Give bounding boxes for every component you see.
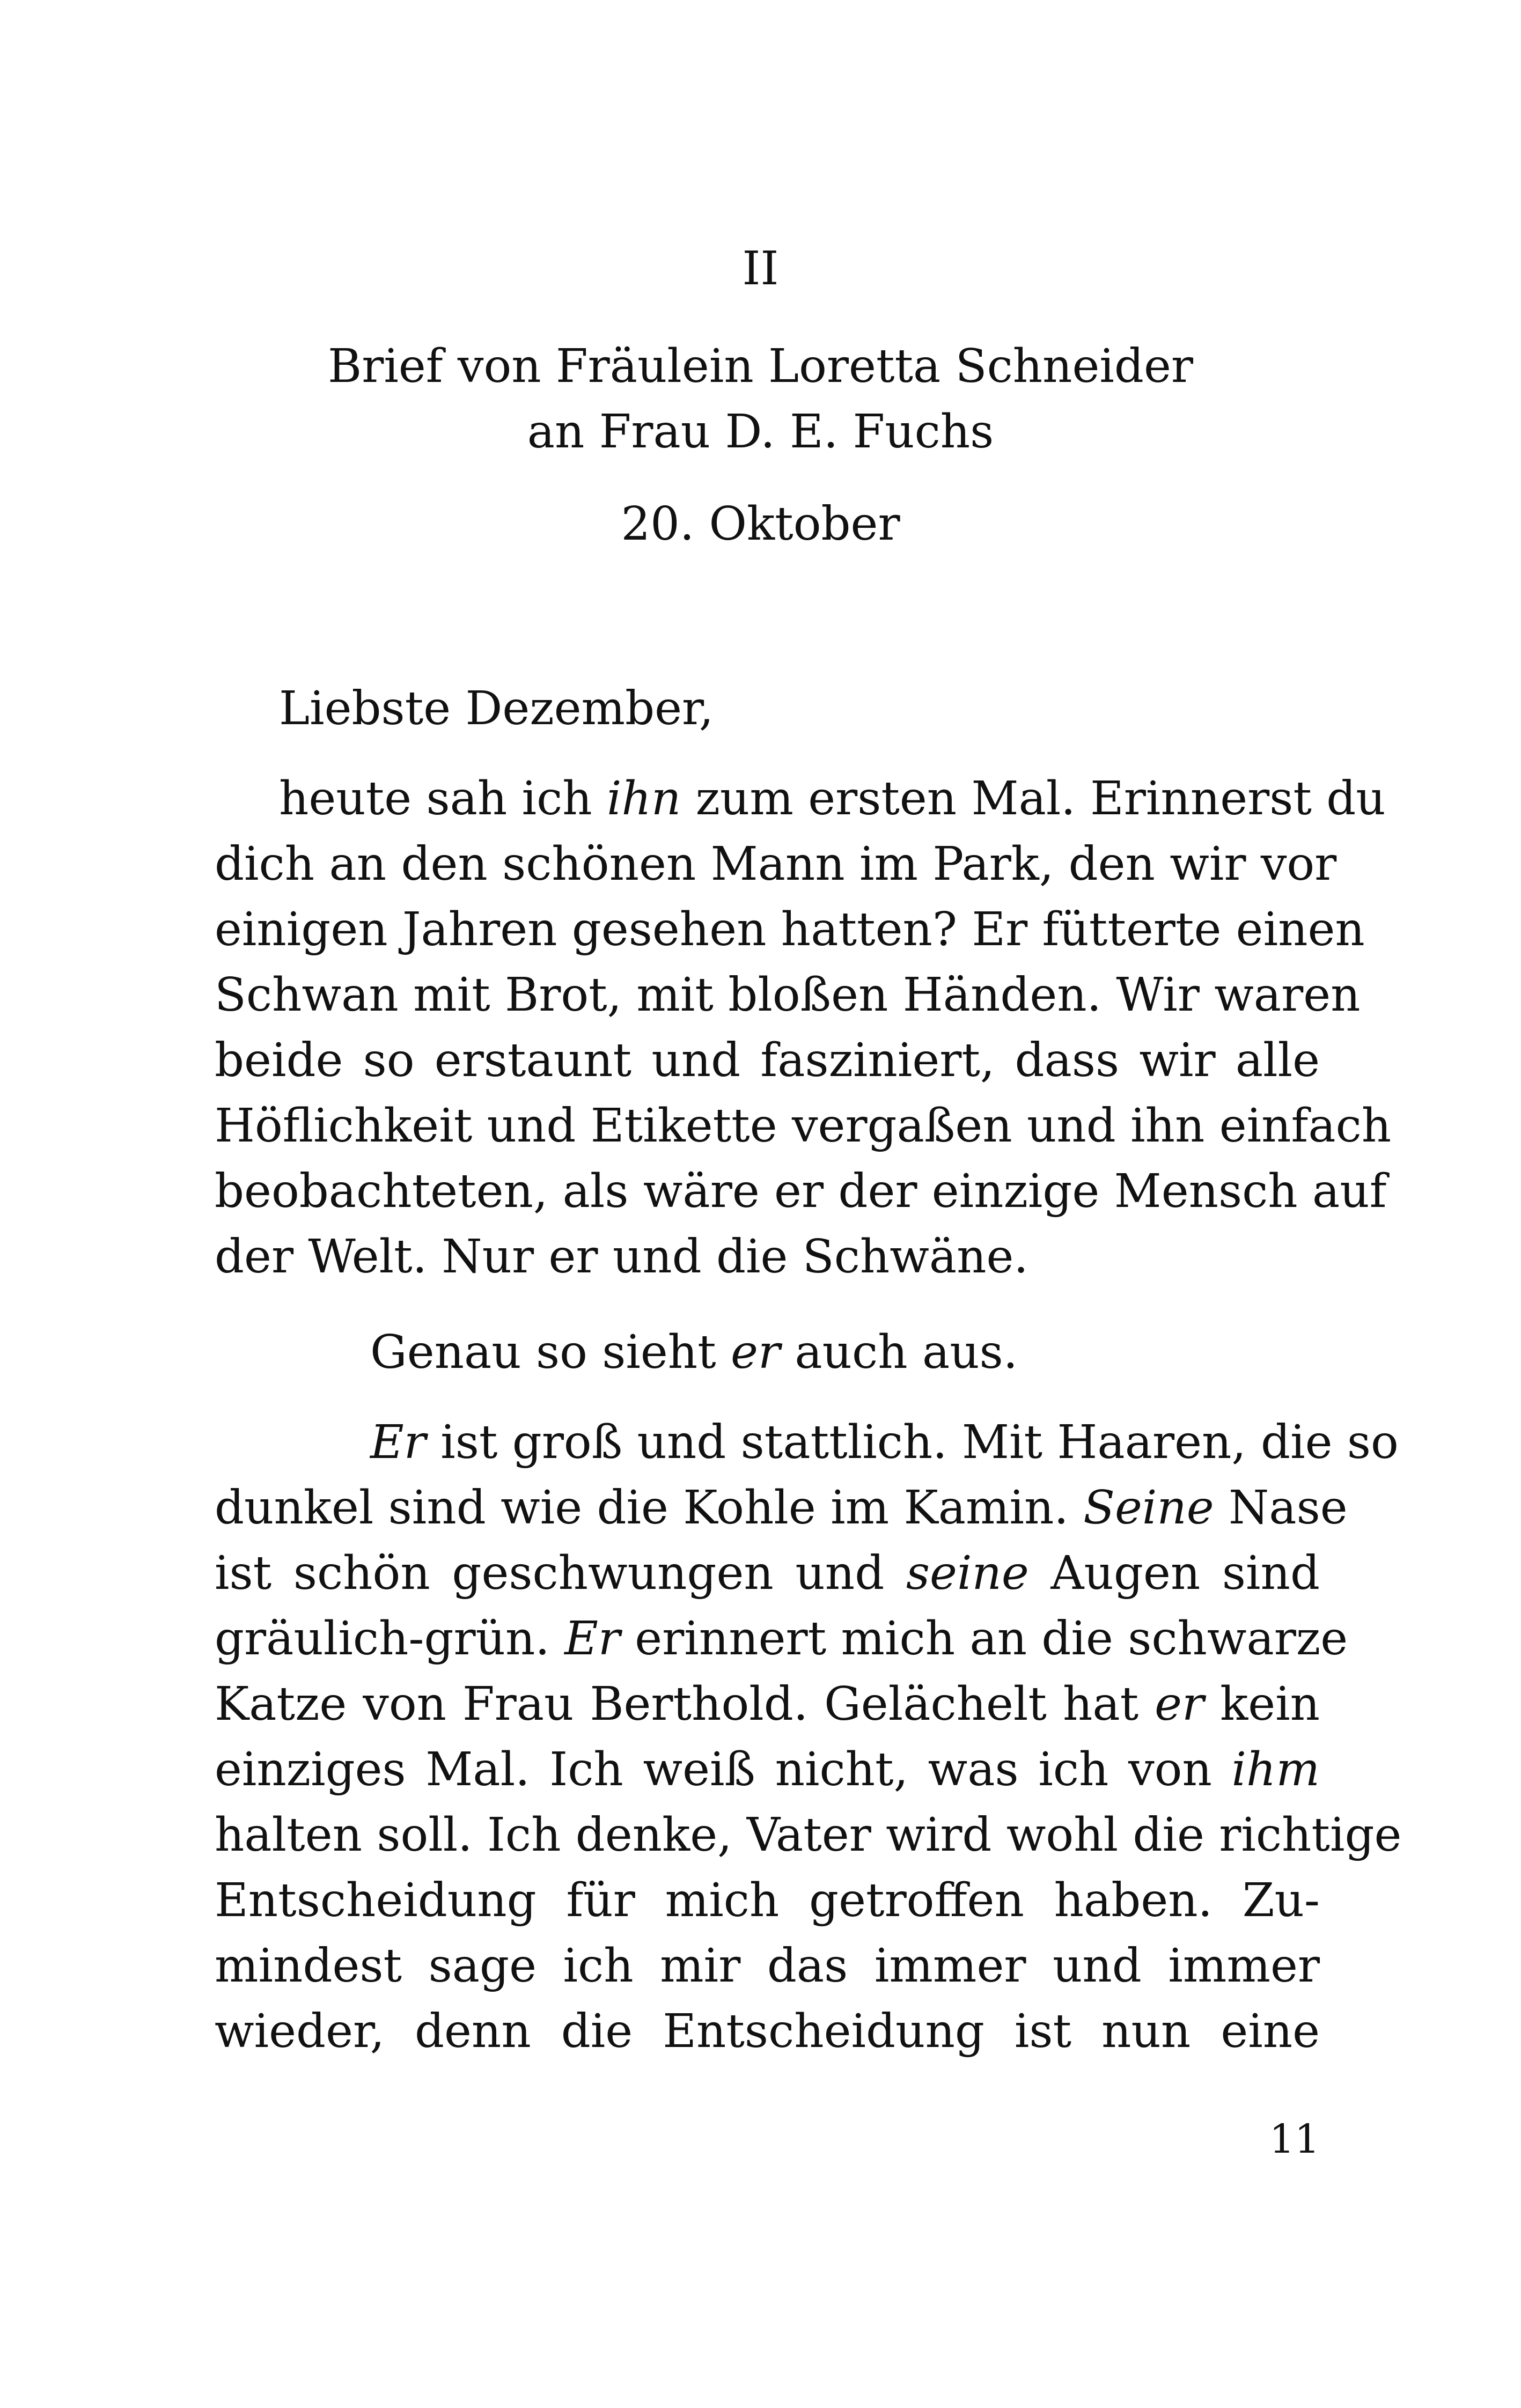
paragraph-line: beobachteten, als wäre er der einzige Mensch auf bbox=[215, 1165, 1387, 1218]
emphasis-text: ihn bbox=[607, 772, 681, 826]
text-run: einziges Mal. Ich weiß nicht, was ich von bbox=[215, 1743, 1232, 1796]
paragraph-line: einigen Jahren gesehen hatten? Er fütterte einen bbox=[215, 903, 1365, 956]
letter-title bbox=[0, 334, 1521, 465]
page-number: 11 bbox=[1269, 2116, 1320, 2162]
chapter-number: II bbox=[742, 242, 779, 296]
paragraph-line bbox=[215, 1606, 1348, 1671]
salutation: Liebste Dezember, bbox=[279, 682, 714, 735]
paragraph-line: mindest sage ich mir das immer und immer bbox=[215, 1939, 1320, 1993]
text-run: Katze von Frau Berthold. Gelächelt hat bbox=[215, 1677, 1155, 1731]
letter-date: 20. Oktober bbox=[621, 497, 900, 551]
text-run: Genau so sieht bbox=[370, 1325, 731, 1379]
emphasis-text: Seine bbox=[1083, 1481, 1214, 1535]
text-run: heute sah ich bbox=[279, 772, 607, 826]
paragraph-line: dich an den schönen Mann im Park, den wir vor bbox=[215, 837, 1337, 891]
text-run: Augen sind bbox=[1028, 1547, 1320, 1600]
emphasis-text: ihm bbox=[1231, 1743, 1320, 1796]
text-run: gräulich-grün. bbox=[215, 1612, 565, 1666]
emphasis-text: Er bbox=[564, 1612, 620, 1666]
emphasis-text: seine bbox=[906, 1547, 1029, 1600]
paragraph-line: Schwan mit Brot, mit bloßen Händen. Wir waren bbox=[215, 968, 1361, 1022]
text-run: dunkel sind wie die Kohle im Kamin. bbox=[215, 1481, 1084, 1535]
paragraph-line: Höflichkeit und Etikette vergaßen und ihn einfach bbox=[215, 1099, 1392, 1153]
paragraph-line bbox=[215, 1475, 1348, 1541]
text-run: ist schön geschwungen und bbox=[215, 1547, 906, 1600]
emphasis-text: er bbox=[1155, 1677, 1204, 1731]
paragraph-line: der Welt. Nur er und die Schwäne. bbox=[215, 1230, 1028, 1284]
text-run: zum ersten Mal. Erinnerst du bbox=[681, 772, 1386, 826]
paragraph-line bbox=[215, 1671, 1320, 1737]
paragraph-line bbox=[215, 1541, 1320, 1606]
text-run: auch aus. bbox=[780, 1325, 1018, 1379]
paragraph-line bbox=[370, 1410, 1399, 1475]
emphasis-text: Er bbox=[370, 1416, 426, 1469]
paragraph-line: Entscheidung für mich getroffen haben. Zu- bbox=[215, 1874, 1320, 1927]
emphasis-text: er bbox=[731, 1325, 781, 1379]
text-run: Nase bbox=[1214, 1481, 1348, 1535]
paragraph-line bbox=[279, 766, 1386, 831]
paragraph-line: wieder, denn die Entscheidung ist nun eine bbox=[215, 2005, 1320, 2058]
paragraph-2 bbox=[370, 1320, 1320, 1385]
letter-title-line-2: an Frau D. E. Fuchs bbox=[527, 405, 994, 459]
letter-title-line-1: Brief von Fräulein Loretta Schneider bbox=[328, 340, 1193, 393]
paragraph-line bbox=[215, 1737, 1320, 1802]
text-run: ist groß und stattlich. Mit Haaren, die so bbox=[425, 1416, 1399, 1469]
text-run: erinnert mich an die schwarze bbox=[620, 1612, 1348, 1666]
paragraph-line: halten soll. Ich denke, Vater wird wohl die richtige bbox=[215, 1808, 1402, 1862]
text-run: kein bbox=[1204, 1677, 1320, 1731]
paragraph-line: beide so erstaunt und fasziniert, dass wir alle bbox=[215, 1034, 1320, 1087]
